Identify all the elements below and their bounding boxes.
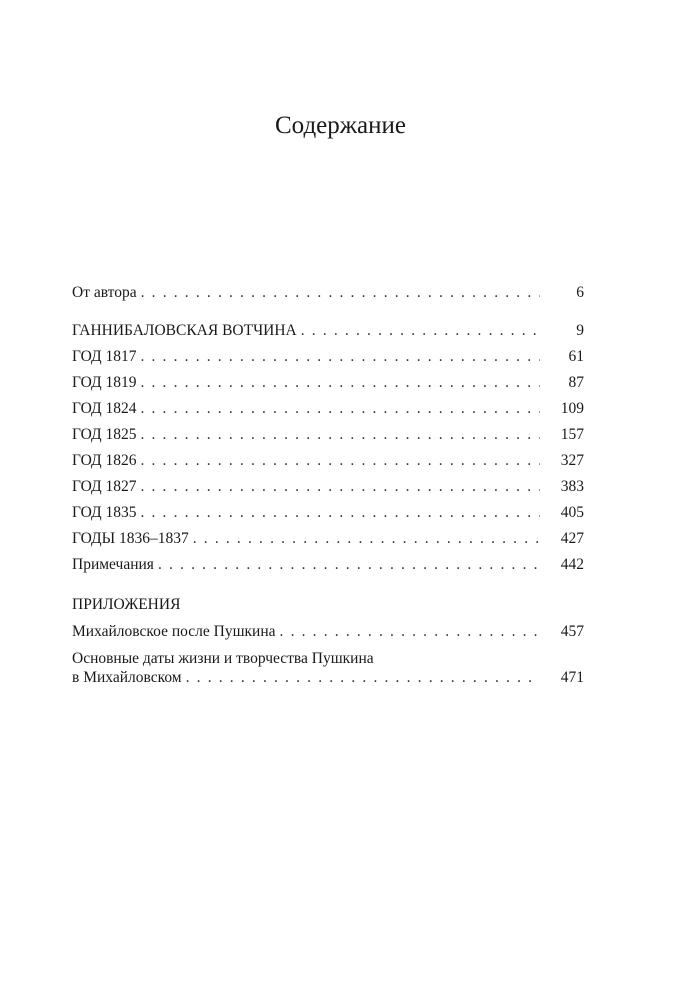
toc-entry[interactable] (72, 348, 584, 368)
toc-entry[interactable] (72, 322, 584, 342)
toc-entry-label: Михайловское после Пушкина (72, 623, 276, 640)
dot-leader (140, 400, 540, 418)
toc-entry-page: 327 (560, 452, 584, 469)
toc-entry-page: 427 (560, 530, 584, 547)
toc-entry-label: ГОД 1817 (72, 348, 137, 365)
toc-entry[interactable] (72, 426, 584, 446)
dot-leader (280, 623, 540, 641)
dot-leader (140, 504, 540, 522)
toc-entry-label: От автора (72, 284, 137, 301)
toc-entry[interactable] (72, 504, 584, 524)
toc-entry[interactable] (72, 623, 584, 643)
toc-entry[interactable] (72, 284, 584, 304)
toc-entry-label: в Михайловском (72, 669, 182, 686)
toc-entry-page: 442 (560, 556, 584, 573)
toc-entry-page: 61 (568, 348, 584, 365)
toc-entry-page: 109 (560, 400, 584, 417)
toc-entry-label: ГАННИБАЛОВСКАЯ ВОТЧИНА (72, 322, 297, 339)
appendix-heading: ПРИЛОЖЕНИЯ (72, 596, 181, 613)
toc-entry-label: ГОДЫ 1836–1837 (72, 530, 189, 547)
toc-entry-page: 383 (560, 478, 584, 495)
dot-leader (140, 452, 540, 470)
dot-leader (140, 348, 540, 366)
toc-entry-page: 157 (560, 426, 584, 443)
toc-entry-page: 457 (560, 623, 584, 640)
toc-entry-label: ГОД 1827 (72, 478, 137, 495)
dot-leader (193, 530, 540, 548)
dot-leader (301, 322, 540, 340)
toc-entry-page: 87 (568, 374, 584, 391)
toc-entry-label: Примечания (72, 556, 154, 573)
toc-entry-page: 471 (560, 669, 584, 686)
toc-entry[interactable] (72, 530, 584, 550)
toc-entry-label: ГОД 1835 (72, 504, 137, 521)
toc-entry[interactable] (72, 669, 584, 689)
dot-leader (140, 374, 540, 392)
dot-leader (140, 478, 540, 496)
dot-leader (141, 284, 540, 302)
toc-entry[interactable] (72, 556, 584, 576)
toc-entry-label: ГОД 1824 (72, 400, 137, 417)
toc-entry-label: ГОД 1826 (72, 452, 137, 469)
toc-entry-page: 6 (576, 284, 584, 301)
toc-entry[interactable] (72, 374, 584, 394)
toc-entry-page: 9 (576, 322, 584, 339)
dot-leader (186, 669, 540, 687)
dot-leader (158, 556, 540, 574)
toc-entry[interactable] (72, 478, 584, 498)
toc-entry[interactable] (72, 400, 584, 420)
toc-entry-label-line1: Основные даты жизни и творчества Пушкина (72, 650, 374, 667)
dot-leader (140, 426, 540, 444)
toc-entry-page: 405 (560, 504, 584, 521)
toc-entry-label: ГОД 1825 (72, 426, 137, 443)
toc-entry[interactable] (72, 452, 584, 472)
toc-entry-label: ГОД 1819 (72, 374, 137, 391)
page-title: Содержание (275, 112, 406, 139)
